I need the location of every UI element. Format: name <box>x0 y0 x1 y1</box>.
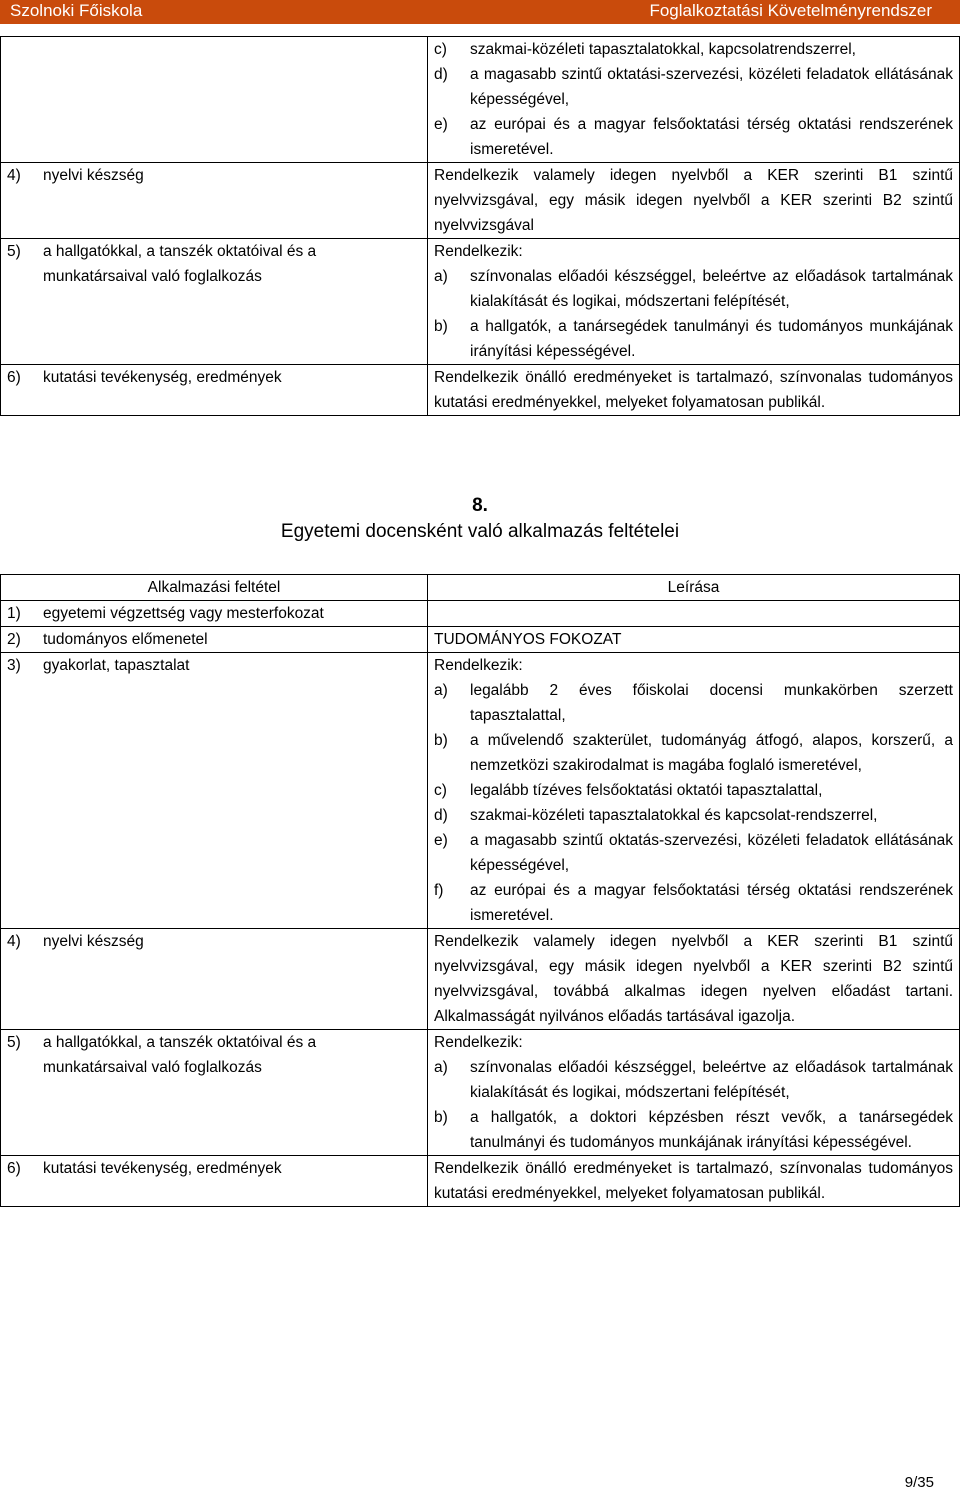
description-cell: Rendelkezik: a) színvonalas előadói készséggel, beleértve az előadások tartalmának kialakítását és logikai, módszertani felépítését, b) a hallgatók, a doktori képzésben részt vevők, a tanársegédek tanulmányi és tudományos munkájának irányítási képességével. <box>428 1030 960 1156</box>
column-header-condition: Alkalmazási feltétel <box>1 575 428 601</box>
list-item: b) a hallgatók, a doktori képzésben részt vevők, a tanársegédek tanulmányi és tudományos munkájának irányítási képességével. <box>434 1109 953 1151</box>
list-item: e) az európai és a magyar felsőoktatási térség oktatási rendszerének ismeretével. <box>434 116 953 158</box>
table-header-row <box>1 575 960 601</box>
list-item: b) a művelendő szakterület, tudományág átfogó, alapos, korszerű, a nemzetközi szakirodalmat is magába foglaló ismeretével, <box>434 732 953 774</box>
condition-cell: 5) a hallgatókkal, a tanszék oktatóival és a munkatársaival való foglalkozás <box>1 239 428 365</box>
table-row <box>1 601 960 627</box>
condition-cell: 5) a hallgatókkal, a tanszék oktatóival és a munkatársaival való foglalkozás <box>1 1030 428 1156</box>
header-institution: Szolnoki Főiskola <box>10 1 143 20</box>
list-item: d) szakmai-közéleti tapasztalatokkal és kapcsolat-rendszerrel, <box>434 807 878 824</box>
table-row <box>1 365 960 416</box>
description-cell: Rendelkezik önálló eredményeket is tartalmazó, színvonalas tudományos kutatási eredményekkel, melyeket folyamatosan publikál. <box>428 365 960 416</box>
list-item: a) színvonalas előadói készséggel, beleértve az előadások tartalmának kialakítását és logikai, módszertani felépítését, <box>434 268 953 310</box>
description-cell: Rendelkezik valamely idegen nyelvből a KER szerinti B1 szintű nyelvvizsgával, egy másik idegen nyelvből a KER szerinti B2 szintű nyelvvizsgával, továbbá alkalmas idegen nyelven előadást tartani. Alkalmasságát nyilvános előadás tartásával igazolja. <box>428 929 960 1030</box>
column-header-description: Leírása <box>428 575 960 601</box>
page-number: 9/35 <box>904 1474 934 1491</box>
table-row <box>1 163 960 239</box>
list-item: e) a magasabb szintű oktatás-szervezési, közéleti feladatok ellátásának képességével, <box>434 832 953 874</box>
description-cell: TUDOMÁNYOS FOKOZAT <box>428 627 960 653</box>
table-row <box>1 37 960 163</box>
table-row <box>1 929 960 1030</box>
list-item: a) legalább 2 éves főiskolai docensi munkakörben szerzett tapasztalattal, <box>434 682 953 724</box>
description-cell: Rendelkezik valamely idegen nyelvből a KER szerinti B1 szintű nyelvvizsgával, egy másik idegen nyelvből a KER szerinti B2 szintű nyelvvizsgával <box>428 163 960 239</box>
table-row <box>1 239 960 365</box>
condition-cell: 2) tudományos előmenetel <box>1 627 428 653</box>
description-cell: Rendelkezik: a) színvonalas előadói készséggel, beleértve az előadások tartalmának kialakítását és logikai, módszertani felépítését, b) a hallgatók, a tanársegédek tanulmányi és tudományos munkájának irányítási képességével. <box>428 239 960 365</box>
table-row <box>1 627 960 653</box>
table-row <box>1 1156 960 1207</box>
description-cell <box>428 601 960 627</box>
list-item: d) a magasabb szintű oktatási-szervezési, közéleti feladatok ellátásának képességével, <box>434 66 953 108</box>
condition-cell: 3) gyakorlat, tapasztalat <box>1 653 428 929</box>
list-item: c) szakmai-közéleti tapasztalatokkal, kapcsolatrendszerrel, <box>434 41 856 58</box>
list-item: a) színvonalas előadói készséggel, beleértve az előadások tartalmának kialakítását és logikai, módszertani felépítését, <box>434 1059 953 1101</box>
table-row <box>1 1030 960 1156</box>
condition-cell: 4) nyelvi készség <box>1 163 428 239</box>
table-row <box>1 653 960 929</box>
list-item: c) legalább tízéves felsőoktatási oktatói tapasztalattal, <box>434 782 823 799</box>
description-cell: Rendelkezik önálló eredményeket is tartalmazó, színvonalas tudományos kutatási eredményekkel, melyeket folyamatosan publikál. <box>428 1156 960 1207</box>
section-number: 8. <box>472 495 488 516</box>
requirements-table <box>0 574 960 1207</box>
description-cell: Rendelkezik: a) legalább 2 éves főiskolai docensi munkakörben szerzett tapasztalattal, b) a művelendő szakterület, tudományág átfogó, alapos, korszerű, a nemzetközi szakirodalmat is magába foglaló ismeretével, c) legalább tízéves felsőoktatási oktatói tapasztalattal, d) szakmai-közéleti tapasztalatokkal és kapcsolat-rendszerrel, e) a magasabb szintű oktatás-szervezési, közéleti feladatok ellátásának képességével, f) az európai és a magyar felsőoktatási térség oktatási rendszerének ismeretével. <box>428 653 960 929</box>
header-document-title: Foglalkoztatási Követelményrendszer <box>649 1 932 20</box>
description-cell <box>428 37 960 163</box>
condition-cell: 6) kutatási tevékenység, eredmények <box>1 365 428 416</box>
list-item: f) az európai és a magyar felsőoktatási térség oktatási rendszerének ismeretével. <box>434 882 953 924</box>
condition-cell: 4) nyelvi készség <box>1 929 428 1030</box>
requirements-table-continued <box>0 36 960 416</box>
section-title: Egyetemi docensként való alkalmazás feltételei <box>280 521 680 542</box>
page-header <box>0 0 960 24</box>
condition-cell: 6) kutatási tevékenység, eredmények <box>1 1156 428 1207</box>
condition-cell: 1) egyetemi végzettség vagy mesterfokozat <box>1 601 428 627</box>
list-item: b) a hallgatók, a tanársegédek tanulmányi és tudományos munkájának irányítási képességével. <box>434 318 953 360</box>
